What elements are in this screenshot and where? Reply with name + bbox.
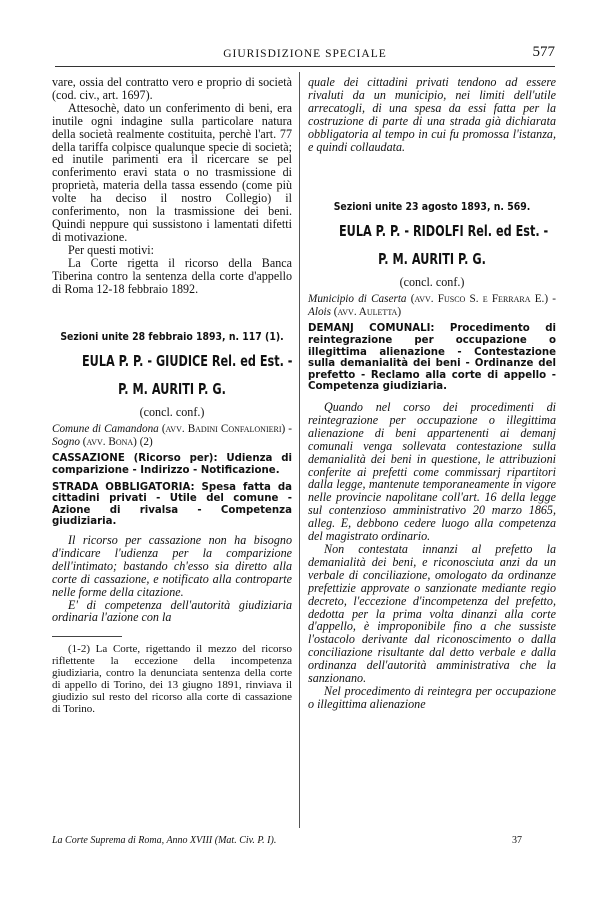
principle-text: quale dei cittadini privati tendono ad essere rivaluti da un municipio, nei limiti dell'utile arrecatogli, di una spesa da essi fatta per la costruzione di parte di una strada già dichiarata obbligatoria al tempo in cui fu promossa l'istanza, e quindi collaudata. xyxy=(308,75,556,154)
paragraph: vare, ossia del contratto vero e proprio di società (cod. civ., art. 1697). xyxy=(52,75,292,102)
parties xyxy=(308,293,556,318)
principle-text: Quando nel corso dei procedimenti di reintegrazione per occupazione o illegittima alienazione di beni appartenenti ai demanj comunali venga sollevata contestazione sulla demanialità dei beni in questione, le attribuzioni conferite ai prefetti come commissarj ripartitori dalla legge, mantenute temporaneamente in vigore nelle provincie napolitane coll'art. 16 della legge sul contenzioso amministrativo 20 marzo 1865, alleg. E, debbono cedere luogo alla competenza del magistrato ordinario. xyxy=(308,400,556,544)
journal-line: La Corte Suprema di Roma, Anno XVIII (Mat. Civ. P. I). xyxy=(52,835,277,846)
counsel: (avv. Badini Confalonieri) - xyxy=(158,423,292,436)
principle-text: Nel procedimento di reintegra per occupazione o illegittima alienazione xyxy=(308,683,556,711)
running-title: GIURISDIZIONE SPECIALE xyxy=(223,48,387,60)
maxim xyxy=(52,453,292,476)
right-column xyxy=(308,76,556,711)
parties xyxy=(52,423,292,448)
page-number: 577 xyxy=(532,44,555,60)
bench-line: EULA P. P. - RIDOLFI Rel. ed Est. - xyxy=(339,222,549,241)
party-name: Alois xyxy=(308,305,331,318)
paragraph: La Corte rigetta il ricorso della Banca Tiberina contro la sentenza della corte d'appello di Roma 12-18 febbraio 1892. xyxy=(52,255,292,296)
maxim-body: : Procedimento di reintegrazione per occupazione o illegittima alienazione - Contestazione sulla demanialità dei beni - Ordinanze del prefetto - Reclamo alla corte di appello - Competenza giudiziaria. xyxy=(308,323,556,393)
conclusions: (concl. conf.) xyxy=(399,275,465,290)
paragraph: Attesochè, dato un conferimento di beni, era inutile ogni indagine sulla particolare natura della società realmente costituita, perchè l'art. 77 della tariffa colpisce qualunque specie di società; ed inutile parimenti era il ricercare se pel conferimento eravi stata o no trasmissione di proprietà, materia della tassa essendo (come più volte ha deciso il nostro Collegio) il conferimento, non la trasmissione dei beni. Quindi neppure qui sussistono i lamentati difetti di motivazione. xyxy=(52,100,292,244)
counsel: (avv. Fusco S. e Ferrara E.) - xyxy=(406,293,556,306)
conclusions: (concl. conf.) xyxy=(139,405,205,420)
running-header xyxy=(55,40,555,67)
maxim-heading: CASSAZIONE xyxy=(52,453,125,465)
party-name: Sogno xyxy=(52,435,80,448)
footnote-divider xyxy=(52,636,122,637)
maxim xyxy=(52,482,292,528)
maxim-heading: DEMANJ COMUNALI xyxy=(308,323,431,335)
bench-line: P. M. AURITI P. G. xyxy=(118,380,226,399)
maxim xyxy=(308,323,556,393)
principle-text: E' di competenza dell'autorità giudiziaria ordinaria l'azione con la xyxy=(52,597,292,625)
maxim-body: : Spesa fatta da cittadini privati - Utile del comune - Azione di rivalsa - Competenza giudiziaria. xyxy=(52,481,292,528)
party-name: Comune di Camandona xyxy=(52,423,159,436)
maxim-heading: STRADA OBBLIGATORIA xyxy=(52,481,191,493)
maxim-body: (Ricorso per): Udienza di comparizione - Indirizzo - Notificazione. xyxy=(52,453,292,476)
party-name: Municipio di Caserta xyxy=(308,293,407,306)
session-heading: Sezioni unite 23 agosto 1893, n. 569. xyxy=(333,201,531,214)
paragraph: Per questi motivi: xyxy=(68,242,154,257)
column-divider xyxy=(299,72,300,828)
bench-line: P. M. AURITI P. G. xyxy=(378,250,486,269)
page-footer xyxy=(52,835,552,846)
counsel: (avv. Auletta) xyxy=(331,305,402,318)
left-column xyxy=(52,76,292,715)
session-heading: Sezioni unite 28 febbraio 1893, n. 117 (1). xyxy=(60,331,284,344)
signature-mark: 37 xyxy=(512,835,522,846)
counsel: (avv. Bona) (2) xyxy=(79,435,153,448)
principle-text: Non contestata innanzi al prefetto la demanialità dei beni, e riconosciuta anzi da un verbale di conciliazione, omologato da ordinanze prefettizie approvate o sanzionate mediante regio decreto, l'eccezione d'incompetenza del prefetto, dedotta per la prima volta dinanzi alla corte d'appello, è improponibile fino a che sussiste l'ostacolo derivante dal riconoscimento o dalla conciliazione risultante dal detto verbale e dalla ordinanza dell'autorità amministrativa che la sanzionano. xyxy=(308,541,556,686)
bench-line: EULA P. P. - GIUDICE Rel. ed Est. - xyxy=(82,352,293,371)
footnote: (1-2) La Corte, rigettando il mezzo del ricorso riflettente la eccezione della incompetenza giudiziaria, contro la denunciata sentenza della corte di appello di Torino, dei 13 giugno 1891, rinviava il giudizio sul resto del ricorso alla corte di cassazione di Torino. xyxy=(52,643,292,716)
principle-text: Il ricorso per cassazione non ha bisogno d'indicare l'udienza per la comparizione dell'intimato; bastando ch'esso sia diretto alla corte di cassazione, e notificato alla controparte nelle forme della citazione. xyxy=(52,532,292,599)
